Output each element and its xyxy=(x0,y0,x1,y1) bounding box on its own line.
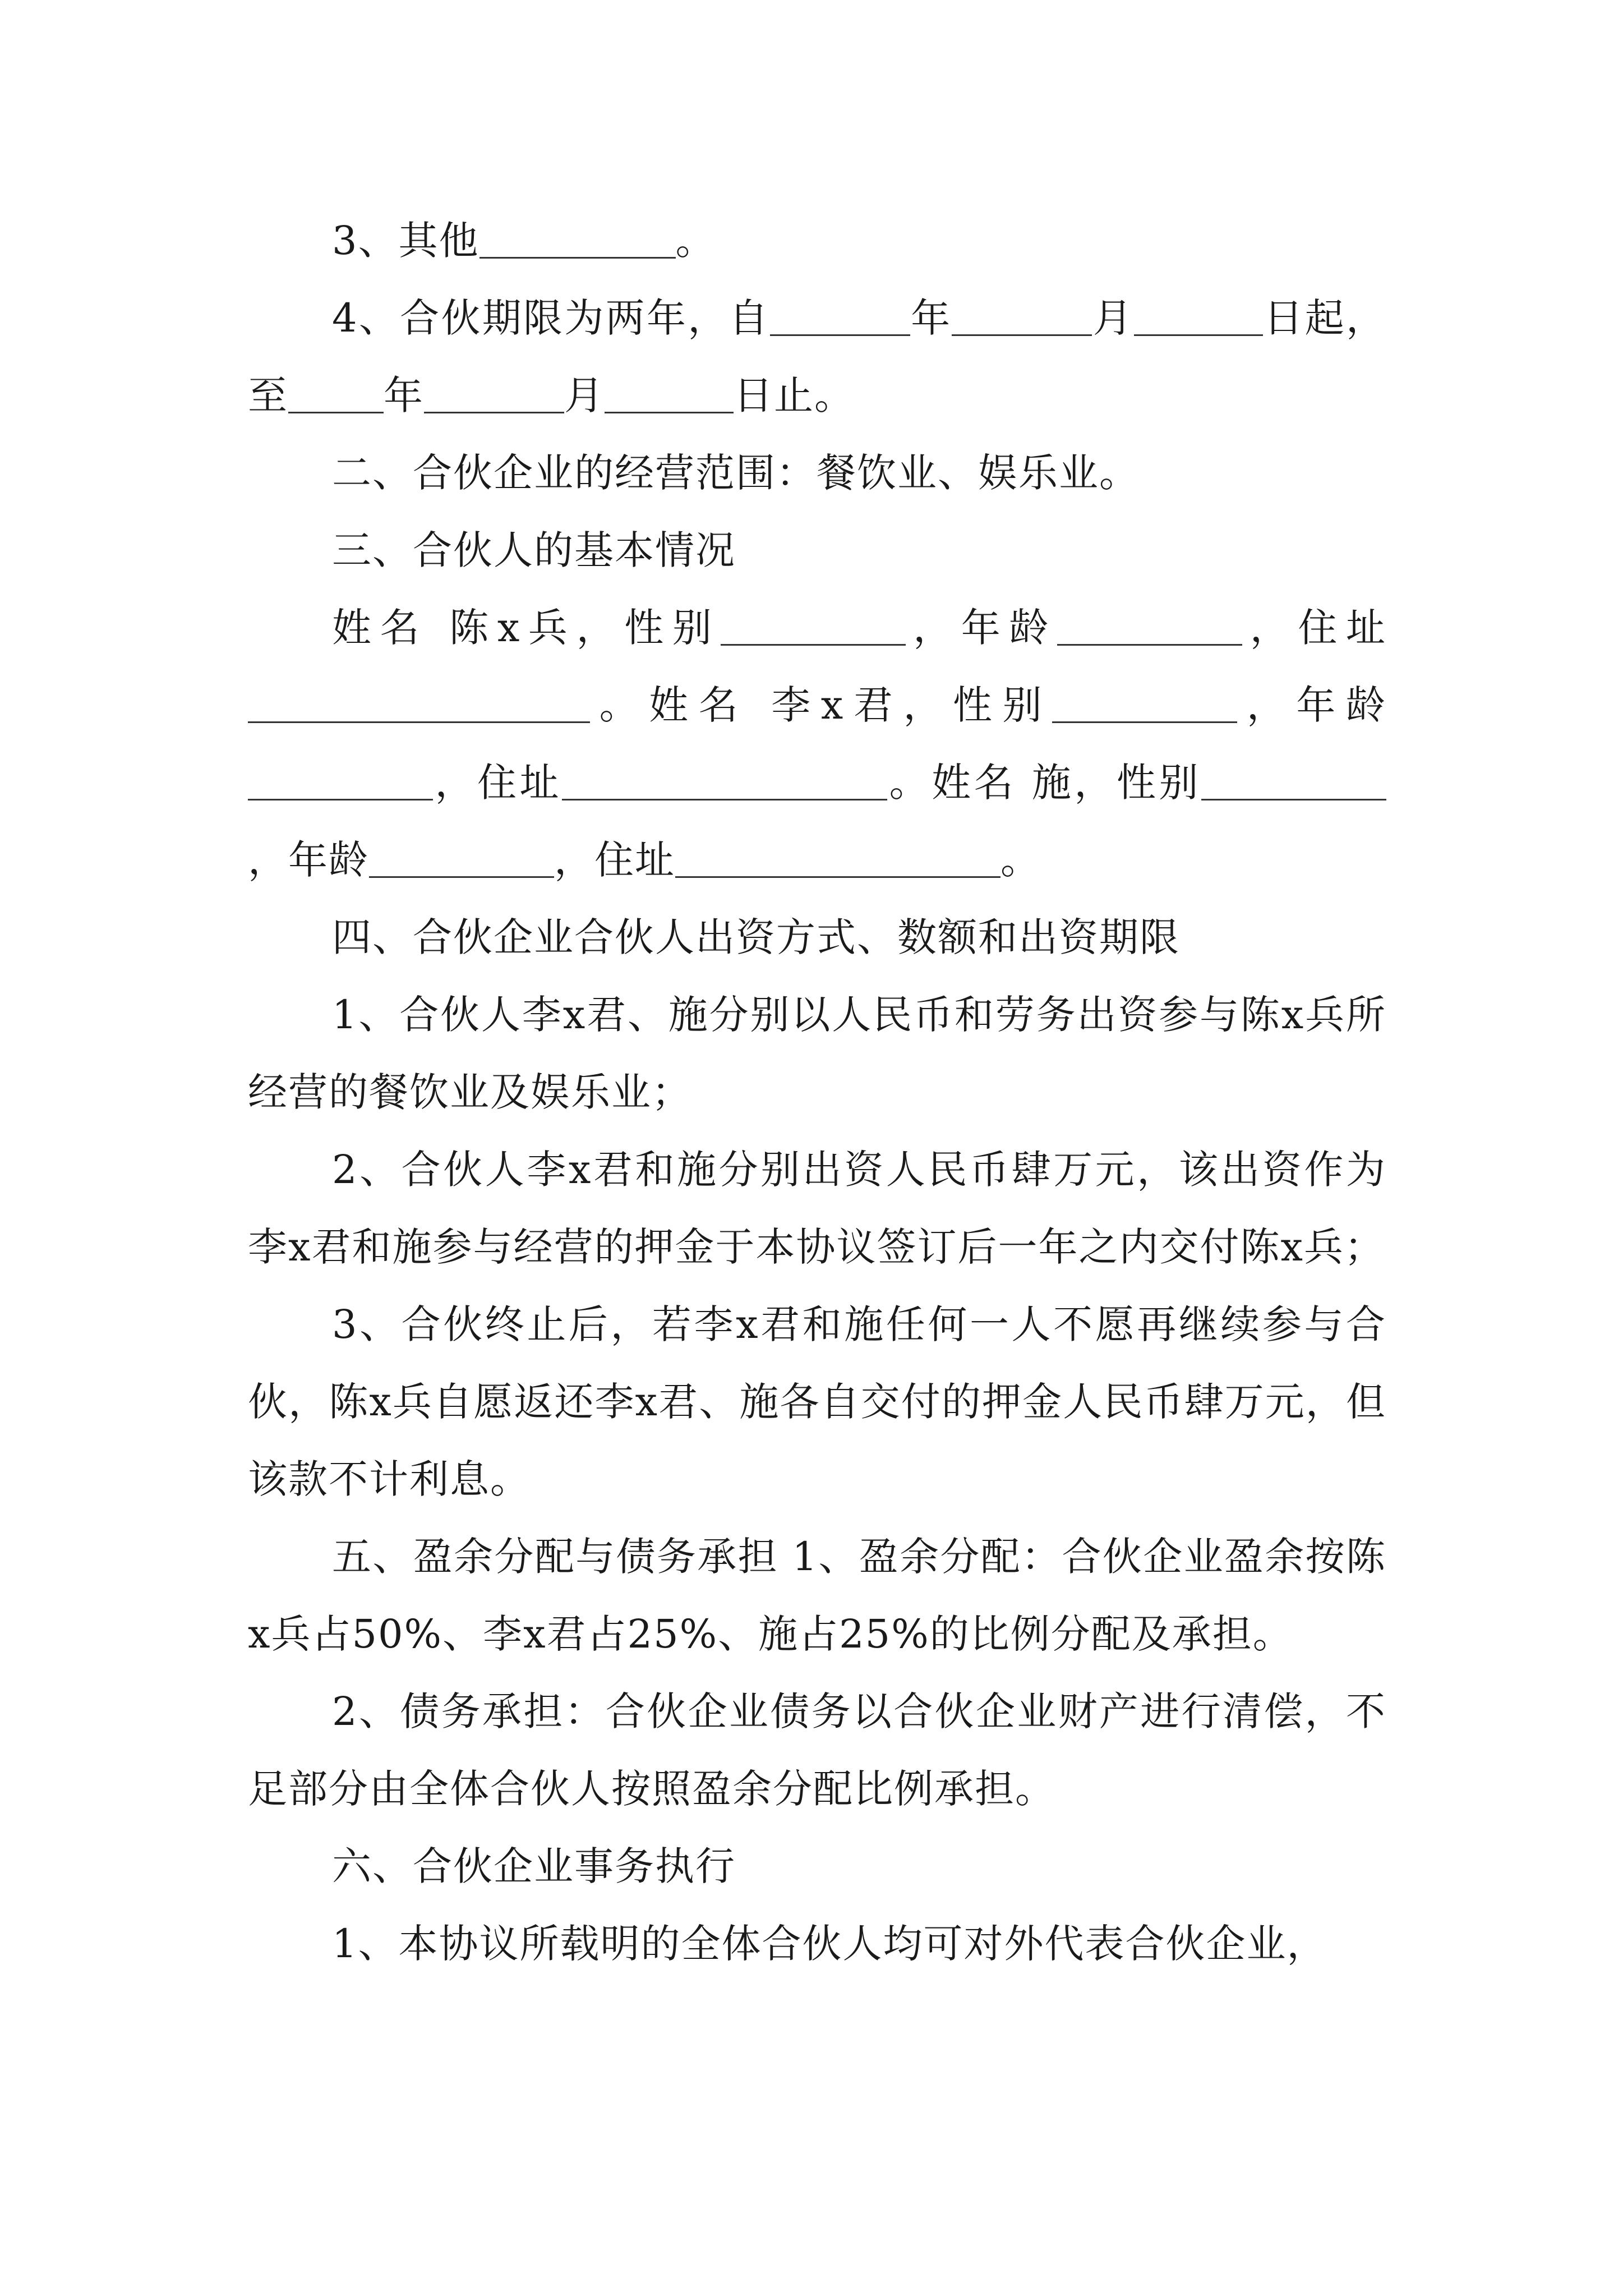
paragraph-profit-distribution: 五、盈余分配与债务承担 1、盈余分配：合伙企业盈余按陈x兵占50%、李x君占25%、施占25%的比例分配及承担。 xyxy=(248,1534,1386,1657)
blank-line xyxy=(369,841,554,878)
blank-line xyxy=(248,687,590,723)
text: 日止。 xyxy=(734,372,855,418)
text: 日起，至 xyxy=(248,295,1387,418)
blank-line xyxy=(721,609,906,646)
paragraph-term xyxy=(248,279,1386,434)
blank-line xyxy=(675,841,1000,878)
text: 年 xyxy=(910,295,952,341)
text: 月 xyxy=(1092,295,1135,341)
blank-line xyxy=(952,300,1092,336)
text: 。姓名 施，性别 xyxy=(887,760,1201,806)
paragraph-business-scope: 二、合伙企业的经营范围：餐饮业、娱乐业。 xyxy=(332,450,1140,496)
heading-partners: 三、合伙人的基本情况 xyxy=(332,527,736,573)
text: 。姓名 李x君，性别 xyxy=(590,682,1053,728)
blank-line xyxy=(605,377,734,413)
text: ，住址 xyxy=(433,760,562,806)
paragraph-affairs-1: 1、本协议所载明的全体合伙人均可对外代表合伙企业， xyxy=(332,1921,1327,1967)
heading-affairs: 六、合伙企业事务执行 xyxy=(332,1843,736,1889)
text: ，住址 xyxy=(1242,605,1387,651)
paragraph-partner-info xyxy=(248,589,1386,899)
paragraph-contribution-3: 3、合伙终止后，若李x君和施任何一人不愿再继续参与合伙，陈x兵自愿返还李x君、施各自交付的押金人民币肆万元，但该款不计利息。 xyxy=(248,1301,1386,1502)
text: 3、其他 xyxy=(332,218,479,264)
blank-line xyxy=(1134,300,1263,336)
text: 。 xyxy=(1000,837,1041,883)
text: 4、合伙期限为两年，自 xyxy=(332,295,770,341)
text: ，住址 xyxy=(554,837,675,883)
text: ，年龄 xyxy=(905,605,1058,651)
text: 。 xyxy=(675,218,716,264)
blank-line xyxy=(424,377,564,413)
blank-line xyxy=(1052,687,1237,723)
paragraph-contribution-2: 2、合伙人李x君和施分别出资人民币肆万元，该出资作为李x君和施参与经营的押金于本协议签订后一年之内交付陈x兵； xyxy=(248,1147,1386,1270)
paragraph-debt: 2、债务承担：合伙企业债务以合伙企业财产进行清偿，不足部分由全体合伙人按照盈余分配比例承担。 xyxy=(248,1688,1386,1812)
blank-line xyxy=(288,377,384,413)
blank-line xyxy=(1201,764,1386,800)
text: 年 xyxy=(384,372,424,418)
blank-line xyxy=(770,300,910,336)
blank-line xyxy=(562,764,887,800)
paragraph-other xyxy=(248,202,1386,279)
blank-line xyxy=(1057,609,1242,646)
text: ，年龄 xyxy=(1237,682,1387,728)
document-page xyxy=(248,202,1386,1982)
paragraph-contribution-1: 1、合伙人李x君、施分别以人民币和劳务出资参与陈x兵所经营的餐饮业及娱乐业； xyxy=(248,992,1386,1115)
blank-line xyxy=(248,764,433,800)
heading-contribution: 四、合伙企业合伙人出资方式、数额和出资期限 xyxy=(332,914,1180,960)
text: ，年龄 xyxy=(248,837,369,883)
blank-line xyxy=(479,222,676,259)
text: 月 xyxy=(564,372,605,418)
text: 姓名 陈x兵，性别 xyxy=(332,605,721,651)
